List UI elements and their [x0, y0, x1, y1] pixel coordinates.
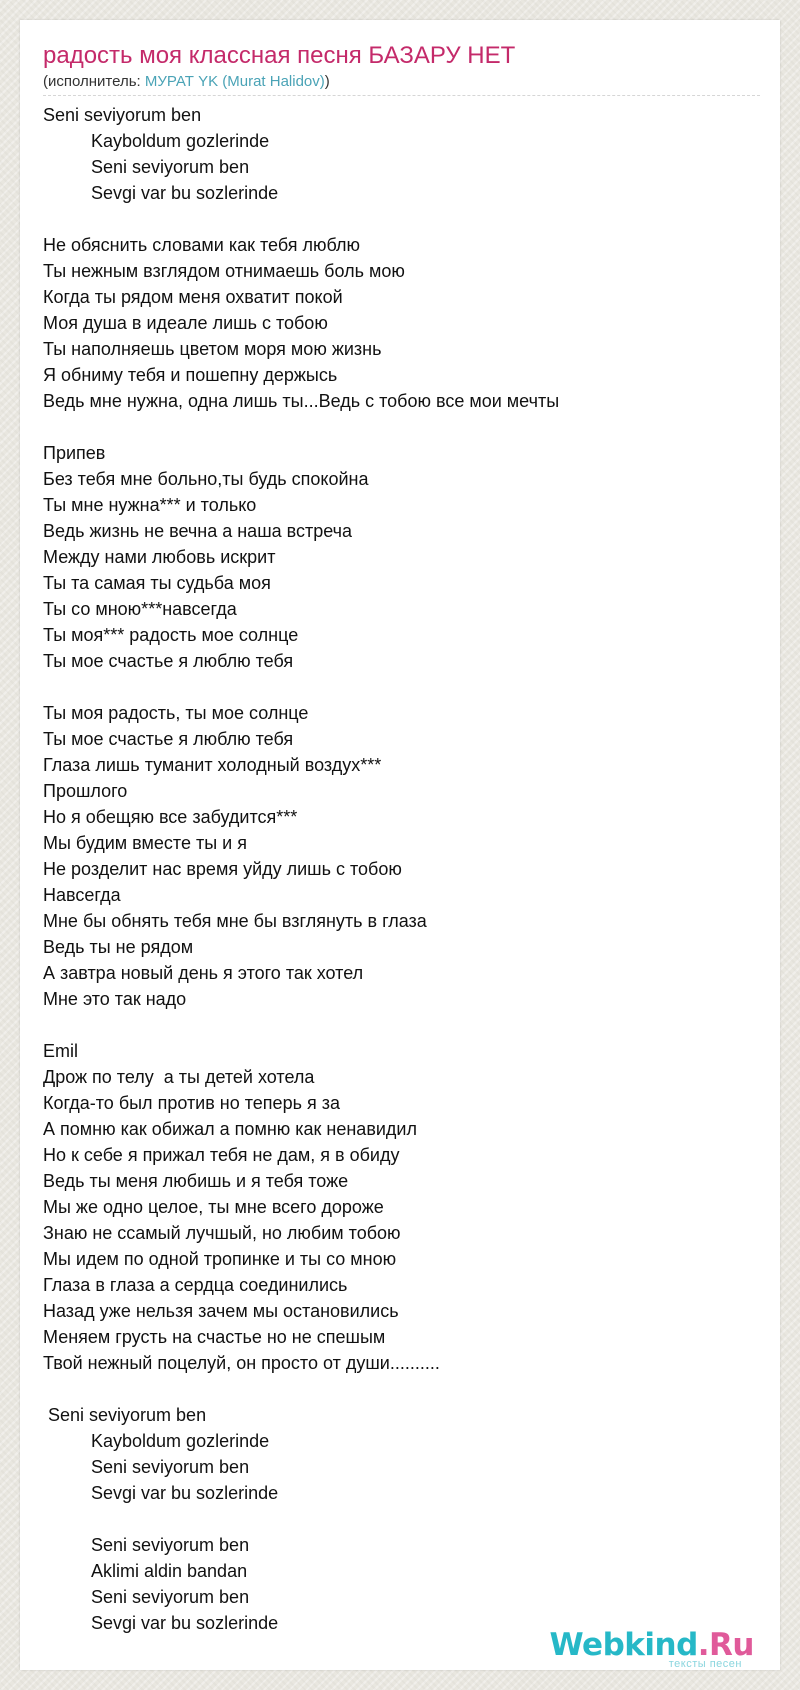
lyric-line: Меняем грусть на счастье но не спешым: [43, 1327, 386, 1347]
lyric-line: Kayboldum gozlerinde: [91, 1431, 270, 1451]
lyric-blank-line: [43, 206, 763, 232]
lyric-blank-line: [43, 1376, 763, 1402]
lyric-line: Ты мне нужна*** и только: [43, 495, 257, 515]
lyric-line: А помню как обижал а помню как ненавидил: [43, 1119, 417, 1139]
lyric-line: Дрож по телу а ты детей хотела: [43, 1067, 315, 1087]
artist-suffix: ): [324, 73, 330, 90]
lyric-line: Ты со мною***навсегда: [43, 599, 237, 619]
logo-brand-tld: .Ru: [697, 1627, 754, 1663]
page-title: радость моя классная песня БАЗАРУ НЕТ: [43, 42, 516, 69]
lyric-line: Emil: [43, 1041, 78, 1061]
lyric-line: Aklimi aldin bandan: [91, 1561, 248, 1581]
lyric-line: Назад уже нельзя зачем мы остановились: [43, 1301, 399, 1321]
lyric-line: Твой нежный поцелуй, он просто от души..........: [43, 1353, 440, 1373]
lyric-blank-line: [43, 1506, 763, 1532]
logo-brand-main: Webkind: [549, 1627, 698, 1663]
lyric-line: Мы будим вместе ты и я: [43, 833, 247, 853]
lyric-line: Когда-то был против но теперь я за: [43, 1093, 340, 1113]
artist-line: [43, 72, 330, 92]
lyric-line: Я обниму тебя и пошепну держысь: [43, 365, 338, 385]
lyric-blank-line: [43, 674, 763, 700]
lyric-line: Seni seviyorum ben: [43, 1405, 207, 1425]
lyric-line: Ты та самая ты судьба моя: [43, 573, 271, 593]
lyric-line: Без тебя мне больно,ты будь спокойна: [43, 469, 369, 489]
lyric-line: Мне это так надо: [43, 989, 187, 1009]
lyric-line: Но я обещяю все забудится***: [43, 807, 298, 827]
header-divider: [43, 95, 760, 96]
logo-tagline: тексты песен: [668, 1658, 742, 1670]
lyric-blank-line: [43, 414, 763, 440]
lyric-line: Seni seviyorum ben: [91, 157, 250, 177]
lyric-line: Sevgi var bu sozlerinde: [91, 1483, 279, 1503]
lyric-line: Seni seviyorum ben: [91, 1535, 250, 1555]
lyric-line: Не обяснить словами как тебя люблю: [43, 235, 360, 255]
lyric-line: Ведь мне нужна, одна лишь ты...Ведь с тобою все мои мечты: [43, 391, 560, 411]
lyric-line: Sevgi var bu sozlerinde: [91, 183, 279, 203]
lyric-line: Ты нежным взглядом отнимаешь боль мою: [43, 261, 405, 281]
lyric-line: Глаза лишь туманит холодный воздух***: [43, 755, 382, 775]
lyric-line: Не розделит нас время уйду лишь с тобою: [43, 859, 402, 879]
lyric-line: Мне бы обнять тебя мне бы взглянуть в глаза: [43, 911, 427, 931]
lyrics-text: [43, 102, 763, 1636]
lyric-line: А завтра новый день я этого так хотел: [43, 963, 364, 983]
lyric-line: Ты мое счастье я люблю тебя: [43, 729, 294, 749]
lyric-line: Но к себе я прижал тебя не дам, я в обиду: [43, 1145, 400, 1165]
lyric-line: Ты моя радость, ты мое солнце: [43, 703, 309, 723]
lyric-line: Прошлого: [43, 781, 128, 801]
lyric-line: Между нами любовь искрит: [43, 547, 276, 567]
artist-link[interactable]: МУРАТ YK (Murat Halidov): [144, 73, 325, 90]
lyric-line: Ты наполняешь цветом моря мою жизнь: [43, 339, 382, 359]
lyric-line: Навсегда: [43, 885, 121, 905]
lyric-line: Ведь ты не рядом: [43, 937, 194, 957]
lyric-line: Seni seviyorum ben: [91, 1457, 250, 1477]
lyric-blank-line: [43, 1012, 763, 1038]
lyric-line: Когда ты рядом меня охватит покой: [43, 287, 343, 307]
lyric-line: Мы идем по одной тропинке и ты со мною: [43, 1249, 397, 1269]
lyric-line: Ты мое счастье я люблю тебя: [43, 651, 294, 671]
lyric-line: Sevgi var bu sozlerinde: [91, 1613, 279, 1633]
lyric-line: Припев: [43, 443, 106, 463]
lyrics-card: [20, 20, 780, 1670]
lyric-line: Kayboldum gozlerinde: [91, 131, 270, 151]
lyric-line: Seni seviyorum ben: [91, 1587, 250, 1607]
lyric-line: Ведь жизнь не вечна а наша встреча: [43, 521, 353, 541]
lyric-line: Ведь ты меня любишь и я тебя тоже: [43, 1171, 349, 1191]
lyric-line: Глаза в глаза а сердца соединились: [43, 1275, 348, 1295]
lyric-line: Моя душа в идеале лишь с тобою: [43, 313, 328, 333]
lyric-line: Seni seviyorum ben: [43, 105, 202, 125]
lyric-line: Знаю не ссамый лучшый, но любим тобою: [43, 1223, 401, 1243]
logo-brand: [549, 1628, 754, 1662]
lyric-line: Ты моя*** радость мое солнце: [43, 625, 299, 645]
lyric-line: Мы же одно целое, ты мне всего дороже: [43, 1197, 384, 1217]
site-logo[interactable]: [549, 1627, 754, 1670]
artist-prefix: (исполнитель:: [43, 73, 145, 90]
